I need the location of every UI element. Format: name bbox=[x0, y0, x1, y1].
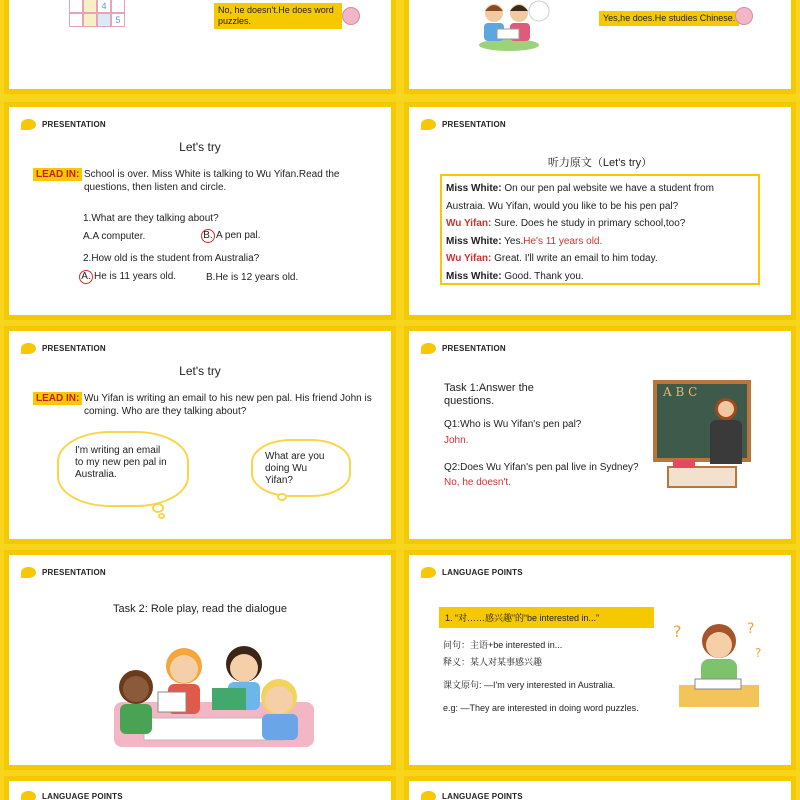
section-tag: LANGUAGE POINTS bbox=[21, 791, 123, 800]
slide-thumbnail-8[interactable] bbox=[404, 550, 796, 770]
slide-thumbnail-3[interactable] bbox=[4, 102, 396, 320]
question-2: Q2:Does Wu Yifan's pen pal live in Sydney? bbox=[444, 462, 639, 473]
answer-note: Yes,he does.He studies Chinese. bbox=[599, 11, 739, 26]
lead-in-label: LEAD IN: bbox=[33, 168, 82, 181]
speech-bubble-1: I'm writing an email to my new pen pal in Australia. bbox=[57, 431, 189, 507]
answer-1: John. bbox=[444, 435, 469, 446]
slide-title: Let's try bbox=[179, 364, 221, 378]
point-line-2: 释义：某人对某事感兴趣 bbox=[443, 657, 543, 667]
section-tag: PRESENTATION bbox=[421, 343, 506, 354]
bubble-tail bbox=[277, 493, 287, 501]
tag-bullet-icon bbox=[421, 567, 436, 578]
girl-avatar-icon bbox=[735, 7, 753, 25]
question-2: 2.How old is the student from Australia? bbox=[83, 253, 260, 264]
tag-bullet-icon bbox=[21, 567, 36, 578]
tag-bullet-icon bbox=[421, 791, 436, 800]
answer-note: No, he doesn't.He does word puzzles. bbox=[214, 3, 342, 29]
slide-thumbnail-9[interactable] bbox=[4, 776, 396, 800]
question-1: 1.What are they talking about? bbox=[83, 213, 219, 224]
slide-title: Let's try bbox=[179, 140, 221, 154]
transcript-box bbox=[440, 174, 760, 285]
bubble-tail bbox=[152, 503, 164, 513]
bubble-tail bbox=[158, 513, 165, 519]
answer-circle: A. bbox=[79, 270, 93, 284]
answer-circle: B. bbox=[201, 229, 215, 243]
girl-studying-illustration bbox=[667, 617, 767, 712]
point-line-1: 问句：主语+be interested in... bbox=[443, 640, 563, 650]
girl-avatar-icon bbox=[342, 7, 360, 25]
svg-text:?: ? bbox=[673, 622, 682, 641]
transcript-line: Wu Yifan: Sure. Does he study in primary school,too? bbox=[446, 218, 686, 229]
slide-thumbnail-7[interactable] bbox=[4, 550, 396, 770]
answer-2: No, he doesn't. bbox=[444, 477, 511, 488]
transcript-line: Wu Yifan: Great. I'll write an email to him today. bbox=[446, 253, 658, 264]
section-tag: PRESENTATION bbox=[21, 119, 106, 130]
task-heading: Task 1:Answer the questions. bbox=[444, 382, 534, 407]
transcript-line: Miss White: On our pen pal website we have a student from Austraia. Wu Yifan, would you like to be his pen pal? bbox=[446, 183, 714, 212]
svg-text:?: ? bbox=[747, 621, 755, 637]
tag-bullet-icon bbox=[21, 791, 36, 800]
section-tag: PRESENTATION bbox=[21, 343, 106, 354]
transcript-line: Miss White: Yes.He's 11 years old. bbox=[446, 235, 603, 247]
section-tag: PRESENTATION bbox=[421, 119, 506, 130]
svg-text:?: ? bbox=[755, 646, 762, 660]
slide-thumbnail-10[interactable] bbox=[404, 776, 796, 800]
option-1b: B. A pen pal. bbox=[201, 229, 260, 243]
slide-title: 听力原文（Let's try） bbox=[547, 157, 653, 169]
option-1a: A.A computer. bbox=[83, 231, 146, 242]
teacher-blackboard-illustration: A B C bbox=[653, 380, 751, 494]
kids-reading-illustration bbox=[464, 0, 554, 54]
slide-thumbnail-1[interactable] bbox=[4, 0, 396, 94]
task-heading: Task 2: Role play, read the dialogue bbox=[112, 603, 288, 615]
section-tag: PRESENTATION bbox=[21, 567, 106, 578]
point-line-3: 课文原句: —I'm very interested in Australia. bbox=[443, 680, 616, 690]
number-grid: 4 5 bbox=[69, 0, 139, 39]
tag-bullet-icon bbox=[421, 119, 436, 130]
slide-thumbnail-5[interactable] bbox=[4, 326, 396, 544]
tag-bullet-icon bbox=[21, 119, 36, 130]
kids-role-play-illustration bbox=[104, 642, 319, 757]
intro-text: Wu Yifan is writing an email to his new pen pal. His friend John is coming. Who are they talking about? bbox=[84, 393, 372, 417]
point-line-4: e.g: —They are interested in doing word puzzles. bbox=[443, 703, 639, 713]
tag-bullet-icon bbox=[21, 343, 36, 354]
intro-text: School is over. Miss White is talking to Wu Yifan.Read the questions, then listen and circle. bbox=[84, 169, 340, 193]
slide-thumbnail-4[interactable] bbox=[404, 102, 796, 320]
tag-bullet-icon bbox=[421, 343, 436, 354]
slide-thumbnail-2[interactable] bbox=[404, 0, 796, 94]
option-2b: B.He is 12 years old. bbox=[206, 272, 299, 283]
option-2a: A. He is 11 years old. bbox=[79, 270, 176, 284]
slide-thumbnail-6[interactable] bbox=[404, 326, 796, 544]
question-1: Q1:Who is Wu Yifan's pen pal? bbox=[444, 419, 582, 430]
section-tag: LANGUAGE POINTS bbox=[421, 791, 523, 800]
speech-bubble-2: What are you doing Wu Yifan? bbox=[251, 439, 351, 497]
transcript-line: Miss White: Good. Thank you. bbox=[446, 270, 584, 282]
lead-in-label: LEAD IN: bbox=[33, 392, 82, 405]
section-tag: LANGUAGE POINTS bbox=[421, 567, 523, 578]
point-heading: 1. “对……感兴趣”的“be interested in...” bbox=[439, 607, 654, 628]
